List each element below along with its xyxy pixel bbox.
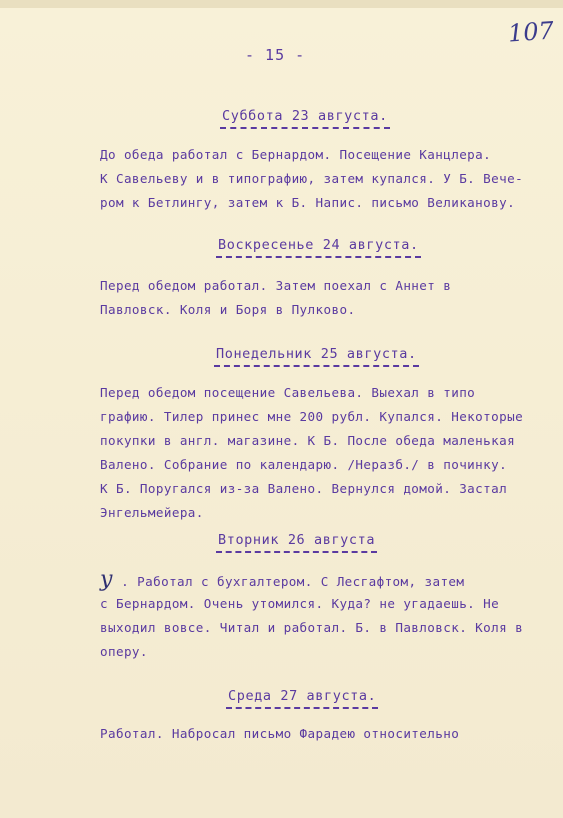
text-line: К Б. Поругался из-за Валено. Вернулся домой. Застал bbox=[100, 481, 508, 496]
text-line: До обеда работал с Бернардом. Посещение Канцлера. bbox=[100, 147, 492, 162]
heading-underline bbox=[214, 365, 419, 367]
entry-heading-text: Вторник 26 августа bbox=[218, 532, 376, 548]
text-line: с Бернардом. Очень утомился. Куда? не угадаешь. Не bbox=[100, 596, 500, 611]
entry-paragraph bbox=[100, 567, 524, 664]
entry-heading-text: Воскресенье 24 августа. bbox=[218, 237, 419, 253]
entry-heading bbox=[218, 237, 419, 253]
heading-underline bbox=[226, 707, 378, 709]
text-line: К Савельеву и в типографию, затем купался. У Б. Вече- bbox=[100, 171, 524, 186]
text-line bbox=[100, 568, 510, 592]
entry-heading bbox=[218, 532, 375, 548]
text-line: Павловск. Коля и Боря в Пулково. bbox=[100, 302, 356, 317]
handwritten-insertion: у bbox=[100, 567, 114, 592]
entry-paragraph bbox=[100, 143, 524, 215]
entry-paragraph bbox=[100, 381, 524, 525]
text-line: Перед обедом работал. Затем поехал с Аннет в bbox=[100, 278, 452, 293]
text-line: Перед обедом посещение Савельева. Выехал в типо bbox=[100, 385, 476, 400]
text-line: выходил вовсе. Читал и работал. Б. в Павловск. Коля в bbox=[100, 620, 524, 635]
heading-underline bbox=[216, 256, 421, 258]
text-line: Валено. Собрание по календарю. /Неразб./ в починку. bbox=[100, 457, 508, 472]
entry-heading-text: Среда 27 августа. bbox=[228, 688, 377, 704]
text-line: ром к Бетлингу, затем к Б. Напис. письмо Великанову. bbox=[100, 195, 516, 210]
heading-underline bbox=[220, 127, 390, 129]
text-line: Работал. Набросал письмо Фарадею относительно bbox=[100, 726, 460, 741]
entry-heading bbox=[216, 346, 417, 362]
entry-heading bbox=[228, 688, 376, 704]
page-number: - 15 - bbox=[245, 46, 306, 64]
entry-paragraph bbox=[100, 722, 510, 746]
text-line: покупки в англ. магазине. К Б. После обеда маленькая bbox=[100, 433, 516, 448]
handwritten-folio-number: 107 bbox=[507, 16, 555, 48]
entry-paragraph bbox=[100, 274, 510, 322]
entry-heading bbox=[222, 108, 388, 124]
text-line: Энгельмейера. bbox=[100, 505, 204, 520]
text-line: графию. Тилер принес мне 200 рубл. Купался. Некоторые bbox=[100, 409, 524, 424]
text-line-rest: . Работал с бухгалтером. С Лесгафтом, затем bbox=[121, 574, 465, 589]
text-line: оперу. bbox=[100, 644, 148, 659]
heading-underline bbox=[216, 551, 377, 553]
entry-heading-text: Суббота 23 августа. bbox=[222, 108, 388, 124]
entry-heading-text: Понедельник 25 августа. bbox=[216, 346, 417, 362]
page-top-edge bbox=[0, 0, 563, 8]
